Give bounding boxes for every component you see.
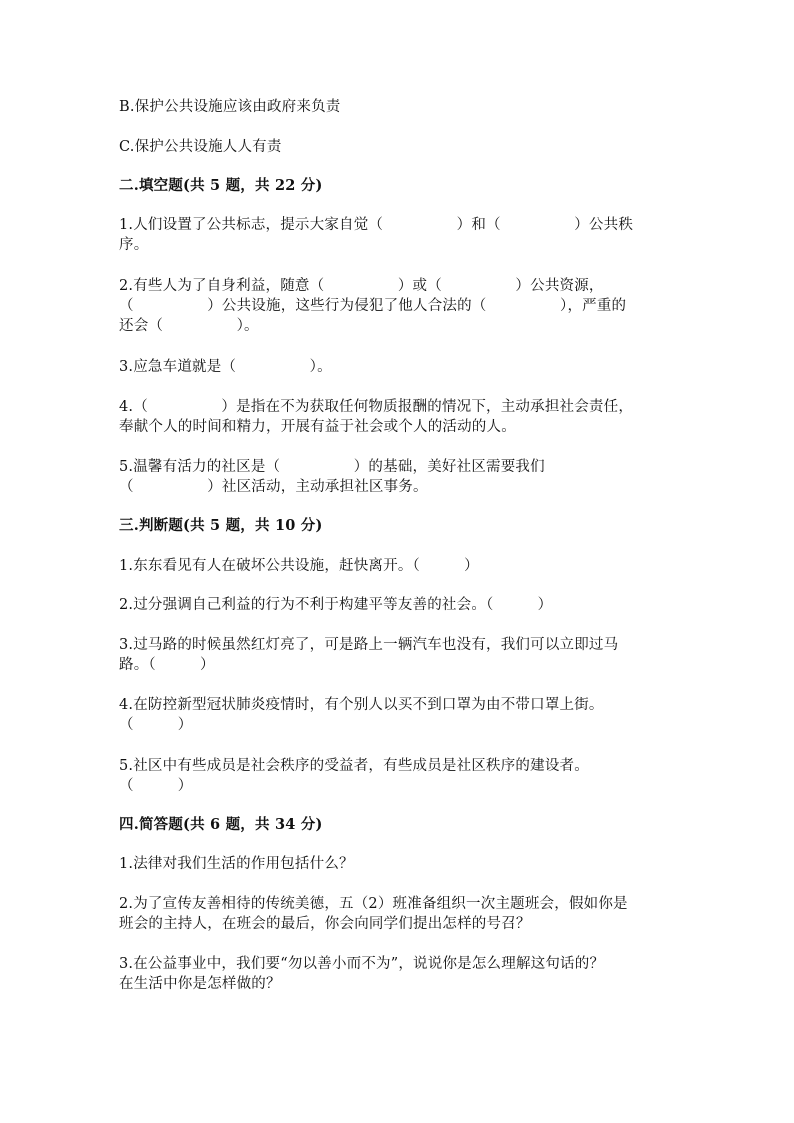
judge-q3-line2: 路。（ ） <box>119 657 215 673</box>
judge-q2-line1: 2.过分强调自己利益的行为不利于构建平等友善的社会。（ ） <box>119 597 553 613</box>
judge-q4-line1: 4.在防控新型冠状肺炎疫情时，有个别人以买不到口罩为由不带口罩上街。 <box>119 697 604 713</box>
judge-q5-line1: 5.社区中有些成员是社会秩序的受益者，有些成员是社区秩序的建设者。 <box>119 758 589 774</box>
judge-q3-line1: 3.过马路的时候虽然红灯亮了，可是路上一辆汽车也没有，我们可以立即过马 <box>119 637 619 653</box>
judge-q4-line2: （ ） <box>119 717 193 733</box>
fill-q5-line2: （ ）社区活动，主动承担社区事务。 <box>119 479 428 495</box>
short-q3-line2: 在生活中你是怎样做的？ <box>119 976 281 992</box>
fill-q3-line1: 3.应急车道就是（ ）。 <box>119 359 332 375</box>
short-q1-line1: 1.法律对我们生活的作用包括什么？ <box>119 856 354 872</box>
fill-q2-line3: 还会（ ）。 <box>119 318 259 334</box>
section-heading-fill-in: 二.填空题(共 5 题，共 22 分) <box>119 177 323 194</box>
option-b: B.保护公共设施应该由政府来负责 <box>119 99 341 115</box>
section-heading-true-false: 三.判断题(共 5 题，共 10 分) <box>119 517 323 534</box>
short-q2-line1: 2.为了宣传友善相待的传统美德，五（2）班准备组织一次主题班会，假如你是 <box>119 896 628 912</box>
fill-q4-line2: 奉献个人的时间和精力，开展有益于社会或个人的活动的人。 <box>119 419 516 435</box>
fill-q2-line2: （ ）公共设施，这些行为侵犯了他人合法的（ ），严重的 <box>119 298 627 314</box>
fill-q1-line1: 1.人们设置了公共标志，提示大家自觉（ ）和（ ）公共秩 <box>119 217 634 233</box>
fill-q1-line2: 序。 <box>119 237 149 253</box>
judge-q5-line2: （ ） <box>119 778 193 794</box>
judge-q1-line1: 1.东东看见有人在破坏公共设施，赶快离开。（ ） <box>119 558 479 574</box>
section-heading-short-answer: 四.简答题(共 6 题，共 34 分) <box>119 816 323 833</box>
fill-q2-line1: 2.有些人为了自身利益，随意（ ）或（ ）公共资源， <box>119 278 604 294</box>
short-q2-line2: 班会的主持人，在班会的最后，你会向同学们提出怎样的号召？ <box>119 916 531 932</box>
short-q3-line1: 3.在公益事业中，我们要“勿以善小而不为”，说说你是怎么理解这句话的？ <box>119 956 605 972</box>
fill-q5-line1: 5.温馨有活力的社区是（ ）的基础，美好社区需要我们 <box>119 459 545 475</box>
option-c: C.保护公共设施人人有责 <box>119 139 282 155</box>
fill-q4-line1: 4.（ ）是指在不为获取任何物质报酬的情况下，主动承担社会责任， <box>119 399 634 415</box>
